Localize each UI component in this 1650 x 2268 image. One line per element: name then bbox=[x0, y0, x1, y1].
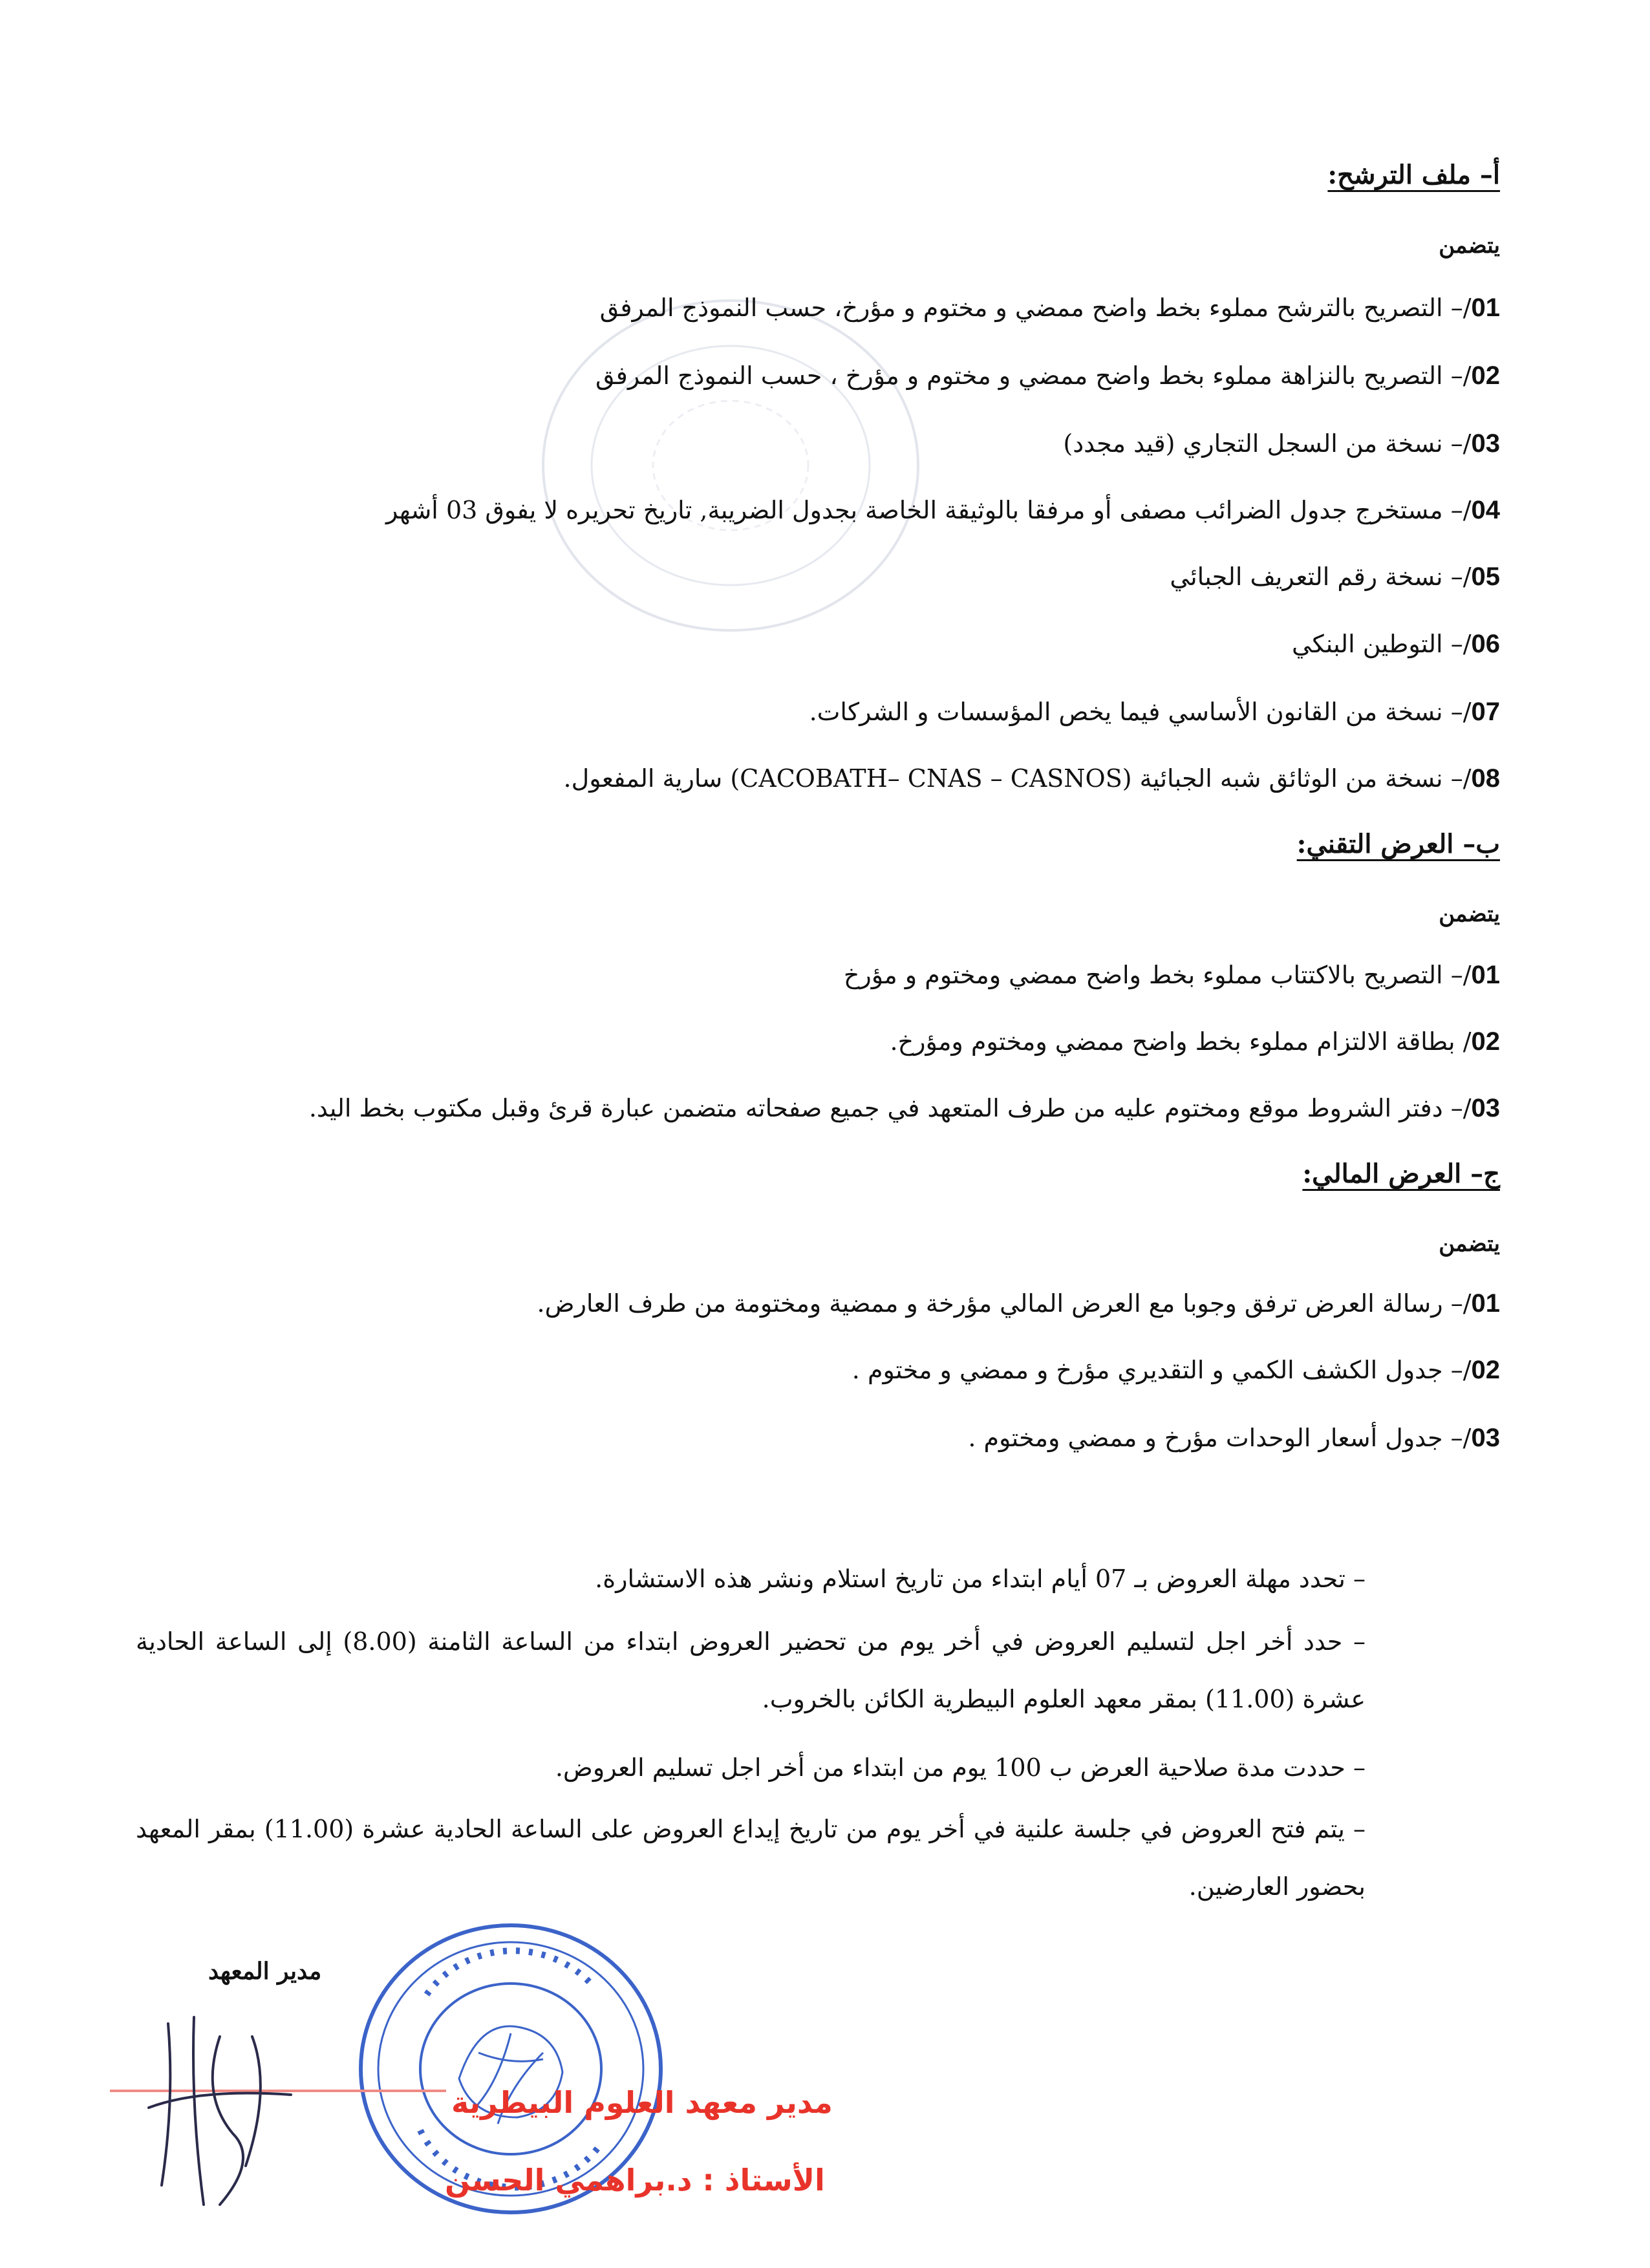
section-a-item-04: 04/– مستخرج جدول الضرائب مصفى أو مرفقا بالوثيقة الخاصة بجدول الضريبة, تاريخ تحريره لا يفوق 03 أشهر bbox=[385, 496, 1500, 524]
section-a-item-05: 05/– نسخة رقم التعريف الجبائي bbox=[1170, 562, 1500, 591]
note-submission-deadline: – حدد أخر اجل لتسليم العروض في أخر يوم من تحضير العروض ابتداء من الساعة الثامنة (8.00) إلى الساعة الحادية عشرة (11.00) بمقر معهد العلوم البيطرية الكائن بالخروب. bbox=[136, 1627, 1366, 1714]
section-a-item-08: 08/– نسخة من الوثائق شبه الجبائية (CACOBATH– CNAS – CASNOS) سارية المفعول. bbox=[563, 764, 1500, 793]
section-b-item-03: 03/– دفتر الشروط موقع ومختوم عليه من طرف المتعهد في جميع صفحاته متضمن عبارة قرئ وقبل مكتوب بخط اليد. bbox=[308, 1094, 1500, 1122]
section-c-heading: ج– العرض المالي: bbox=[1302, 1159, 1500, 1189]
section-b-item-02: 02/ بطاقة الالتزام مملوء بخط واضح ممضي ومختوم ومؤرخ. bbox=[890, 1027, 1500, 1056]
svg-text:مدير معهد العلوم البيطرية: مدير معهد العلوم البيطرية bbox=[451, 2085, 833, 2120]
section-c-item-03: 03/– جدول أسعار الوحدات مؤرخ و ممضي ومختوم . bbox=[968, 1424, 1500, 1452]
director-title: مدير المعهد bbox=[208, 1958, 322, 1985]
section-c-contains: يتضمن bbox=[1439, 1231, 1500, 1257]
section-a-item-06: 06/– التوطين البنكي bbox=[1291, 630, 1500, 658]
section-c-item-02: 02/– جدول الكشف الكمي و التقديري مؤرخ و ممضي و مختوم . bbox=[852, 1356, 1500, 1384]
note-offer-deadline: – تحدد مهلة العروض بـ 07 أيام ابتداء من تاريخ استلام ونشر هذه الاستشارة. bbox=[595, 1565, 1366, 1593]
section-b-heading: ب– العرض التقني: bbox=[1296, 829, 1500, 859]
section-b-item-01: 01/– التصريح بالاكتتاب مملوء بخط واضح ممضي ومختوم و مؤرخ bbox=[843, 961, 1500, 989]
section-a-item-02: 02/– التصريح بالنزاهة مملوء بخط واضح ممضي و مختوم و مؤرخ ، حسب النموذج المرفق bbox=[595, 361, 1500, 390]
section-c-item-01: 01/– رسالة العرض ترفق وجوبا مع العرض المالي مؤرخة و ممضية ومختومة من طرف العارض. bbox=[537, 1289, 1500, 1318]
director-signature bbox=[123, 1998, 317, 2218]
section-a-item-01: 01/– التصريح بالترشح مملوء بخط واضح ممضي و مختوم و مؤرخ، حسب النموذج المرفق bbox=[599, 294, 1500, 322]
svg-text:الأستاذ : د.براهمي الحسن: الأستاذ : د.براهمي الحسن bbox=[445, 2163, 825, 2198]
section-a-item-07: 07/– نسخة من القانون الأساسي فيما يخص المؤسسات و الشركات. bbox=[809, 698, 1500, 726]
section-b-contains: يتضمن bbox=[1439, 901, 1500, 927]
section-a-heading: أ– ملف الترشح: bbox=[1327, 160, 1500, 190]
section-a-contains: يتضمن bbox=[1439, 233, 1500, 259]
note-offer-validity: – حددت مدة صلاحية العرض ب 100 يوم من ابتداء من أخر اجل تسليم العروض. bbox=[555, 1753, 1366, 1782]
section-a-item-03: 03/– نسخة من السجل التجاري (قيد مجدد) bbox=[1063, 429, 1500, 458]
note-opening-session: – يتم فتح العروض في جلسة علنية في أخر يوم من تاريخ إيداع العروض على الساعة الحادية عشرة (11.00) بمقر المعهد بحضور العارضين. bbox=[136, 1815, 1366, 1901]
